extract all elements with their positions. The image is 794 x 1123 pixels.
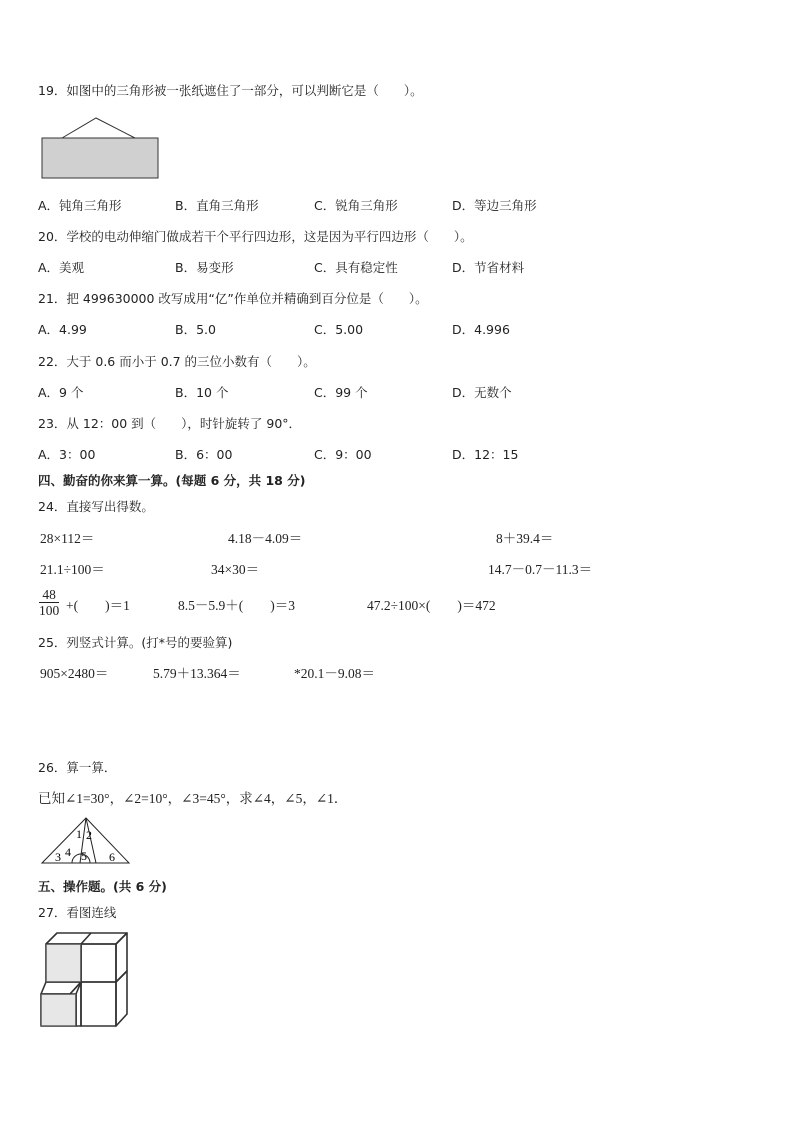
q19-option-a: A．钝角三角形 xyxy=(38,198,122,213)
section4-heading: 四、勤奋的你来算一算。(每题 6 分，共 18 分) xyxy=(38,473,306,488)
q22-option-a: A．9 个 xyxy=(38,385,84,400)
angle-label-3: 3 xyxy=(55,850,61,864)
q23-stem: 23．从 12：00 到（ ），时针旋转了 90°． xyxy=(38,416,302,431)
q20-option-c: C．具有稳定性 xyxy=(314,260,398,275)
q21-option-d: D．4.996 xyxy=(452,322,510,337)
q19-covered-triangle-figure xyxy=(40,116,162,180)
q21-option-c: C．5.00 xyxy=(314,322,364,337)
q26-stem: 26．算一算． xyxy=(38,760,117,775)
q21-option-b: B．5.0 xyxy=(175,322,216,337)
q25-item-3: *20.1－9.08＝ xyxy=(294,666,375,681)
q24-r2-c1: 21.1÷100＝ xyxy=(40,562,105,577)
section5-heading: 五、操作题。(共 6 分) xyxy=(38,879,167,894)
q21-stem: 21．把 499630000 改写成用“亿”作单位并精确到百分位是（ ）。 xyxy=(38,291,428,306)
q23-option-b: B．6：00 xyxy=(175,447,233,462)
q24-r2-c3: 14.7－0.7－11.3＝ xyxy=(488,562,593,577)
q22-option-d: D．无数个 xyxy=(452,385,512,400)
q22-option-c: C．99 个 xyxy=(314,385,368,400)
q24-fraction-numerator: 48 xyxy=(39,587,59,603)
q26-angle-triangle-figure xyxy=(40,816,132,866)
q19-option-d: D．等边三角形 xyxy=(452,198,537,213)
q22-option-b: B．10 个 xyxy=(175,385,229,400)
angle-label-5: 5 xyxy=(81,849,87,863)
q23-option-d: D．12：15 xyxy=(452,447,519,462)
q24-r2-c2: 34×30＝ xyxy=(211,562,260,577)
q27-stem: 27．看图连线 xyxy=(38,905,117,920)
angle-label-2: 2 xyxy=(86,828,92,842)
q20-option-d: D．节省材料 xyxy=(452,260,525,275)
q19-option-c: C．锐角三角形 xyxy=(314,198,398,213)
q20-option-a: A．美观 xyxy=(38,260,85,275)
q24-r1-c3: 8＋39.4＝ xyxy=(496,531,554,546)
q25-item-1: 905×2480＝ xyxy=(40,666,109,681)
q24-r3-c3: 47.2÷100×( )＝472 xyxy=(367,598,496,613)
q24-fraction-denominator: 100 xyxy=(39,603,60,618)
q26-given: 已知∠1=30°，∠2=10°，∠3=45°，求∠4，∠5，∠1． xyxy=(38,791,348,806)
angle-label-1: 1 xyxy=(76,827,82,841)
q24-stem: 24．直接写出得数。 xyxy=(38,499,154,514)
q24-r1-c1: 28×112＝ xyxy=(40,531,95,546)
q24-r3-c2: 8.5－5.9＋( )＝3 xyxy=(178,598,295,613)
q21-option-a: A．4.99 xyxy=(38,322,87,337)
q23-option-c: C．9：00 xyxy=(314,447,372,462)
q20-option-b: B．易变形 xyxy=(175,260,234,275)
q24-fraction xyxy=(39,587,59,618)
q22-stem: 22．大于 0.6 而小于 0.7 的三位小数有（ ）。 xyxy=(38,354,316,369)
q23-option-a: A．3：00 xyxy=(38,447,96,462)
angle-label-6: 6 xyxy=(109,850,115,864)
q19-stem: 19．如图中的三角形被一张纸遮住了一部分，可以判断它是（ ）。 xyxy=(38,83,423,98)
angle-label-4: 4 xyxy=(65,845,71,859)
q25-stem: 25．列竖式计算。(打*号的要验算) xyxy=(38,635,233,650)
q20-stem: 20．学校的电动伸缩门做成若干个平行四边形，这是因为平行四边形（ ）。 xyxy=(38,229,473,244)
q27-cube-stack-figure xyxy=(40,932,132,1028)
q19-option-b: B．直角三角形 xyxy=(175,198,259,213)
q25-item-2: 5.79＋13.364＝ xyxy=(153,666,241,681)
q24-r3-c1-rest: +( )＝1 xyxy=(66,598,130,613)
q24-r1-c2: 4.18－4.09＝ xyxy=(228,531,303,546)
